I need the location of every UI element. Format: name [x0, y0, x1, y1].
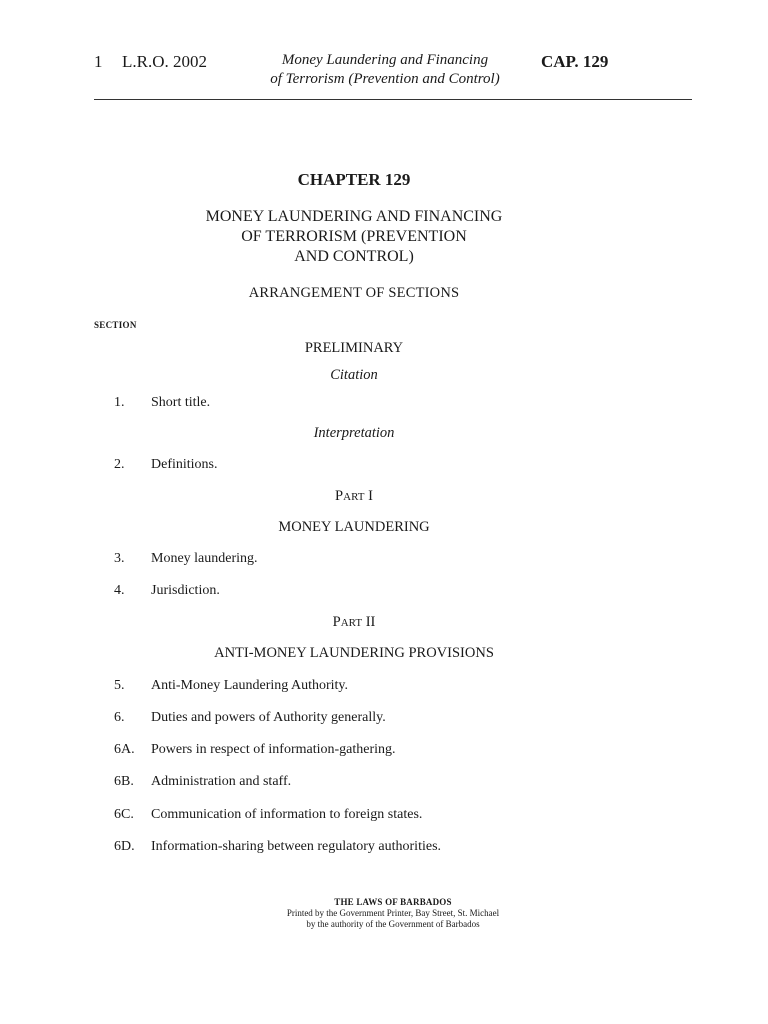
- part-1-numeral: I: [368, 488, 373, 504]
- section-number: 4.: [114, 583, 125, 598]
- section-number: 3.: [114, 551, 125, 566]
- part-2-label-initial: P: [332, 614, 341, 630]
- section-title[interactable]: Powers in respect of information-gathering.: [151, 742, 396, 757]
- arrangement-heading: ARRANGEMENT OF SECTIONS: [248, 285, 460, 301]
- part-1-label: [94, 488, 614, 505]
- section-title[interactable]: Administration and staff.: [151, 774, 292, 789]
- preliminary-heading: PRELIMINARY: [304, 340, 404, 356]
- part-1-label-rest: ART: [343, 491, 365, 503]
- section-title[interactable]: Anti-Money Laundering Authority.: [151, 678, 349, 693]
- footer-printer-line: Printed by the Government Printer, Bay Street, St. Michael: [286, 908, 500, 918]
- part-2-title: ANTI-MONEY LAUNDERING PROVISIONS: [214, 645, 494, 661]
- interpretation-subheading: Interpretation: [313, 425, 395, 441]
- footer-authority-line: by the authority of the Government of Barbados: [306, 919, 480, 929]
- section-number: 6D.: [114, 839, 135, 854]
- page-number: 1: [94, 52, 103, 71]
- section-number: 2.: [114, 457, 125, 472]
- section-title[interactable]: Money laundering.: [151, 551, 258, 566]
- section-title[interactable]: Communication of information to foreign states.: [151, 807, 423, 822]
- act-title-line3: AND CONTROL): [294, 248, 414, 265]
- header-rule: [94, 99, 692, 100]
- section-title[interactable]: Definitions.: [151, 457, 218, 472]
- section-title[interactable]: Information-sharing between regulatory authorities.: [151, 839, 442, 854]
- footer-laws-of-barbados: THE LAWS OF BARBADOS: [334, 897, 452, 907]
- act-title-line2: OF TERRORISM (PREVENTION: [241, 228, 467, 245]
- act-title-line1: MONEY LAUNDERING AND FINANCING: [205, 208, 503, 225]
- section-title[interactable]: Short title.: [151, 395, 211, 410]
- section-number: 5.: [114, 678, 125, 693]
- section-column-label: SECTION: [94, 320, 137, 330]
- part-1-title: MONEY LAUNDERING: [278, 519, 430, 535]
- cap-label: CAP. 129: [541, 52, 609, 71]
- part-1-label-initial: P: [335, 488, 344, 504]
- citation-subheading: Citation: [330, 367, 378, 383]
- section-number: 6.: [114, 710, 125, 725]
- chapter-heading: CHAPTER 129: [297, 170, 411, 189]
- part-2-label-rest: ART: [340, 617, 363, 629]
- section-number: 6A.: [114, 742, 135, 757]
- section-number: 6C.: [114, 807, 134, 822]
- running-title-line1: Money Laundering and Financing: [281, 52, 489, 68]
- section-number: 1.: [114, 395, 125, 410]
- lro-label: L.R.O. 2002: [122, 52, 207, 71]
- running-title-line2: of Terrorism (Prevention and Control): [270, 71, 500, 87]
- part-2-numeral: II: [365, 614, 376, 630]
- part-2-label: [94, 614, 614, 631]
- section-title[interactable]: Jurisdiction.: [151, 583, 220, 598]
- running-title: [230, 51, 540, 89]
- act-title: [94, 207, 614, 267]
- section-number: 6B.: [114, 774, 134, 789]
- section-title[interactable]: Duties and powers of Authority generally.: [151, 710, 386, 725]
